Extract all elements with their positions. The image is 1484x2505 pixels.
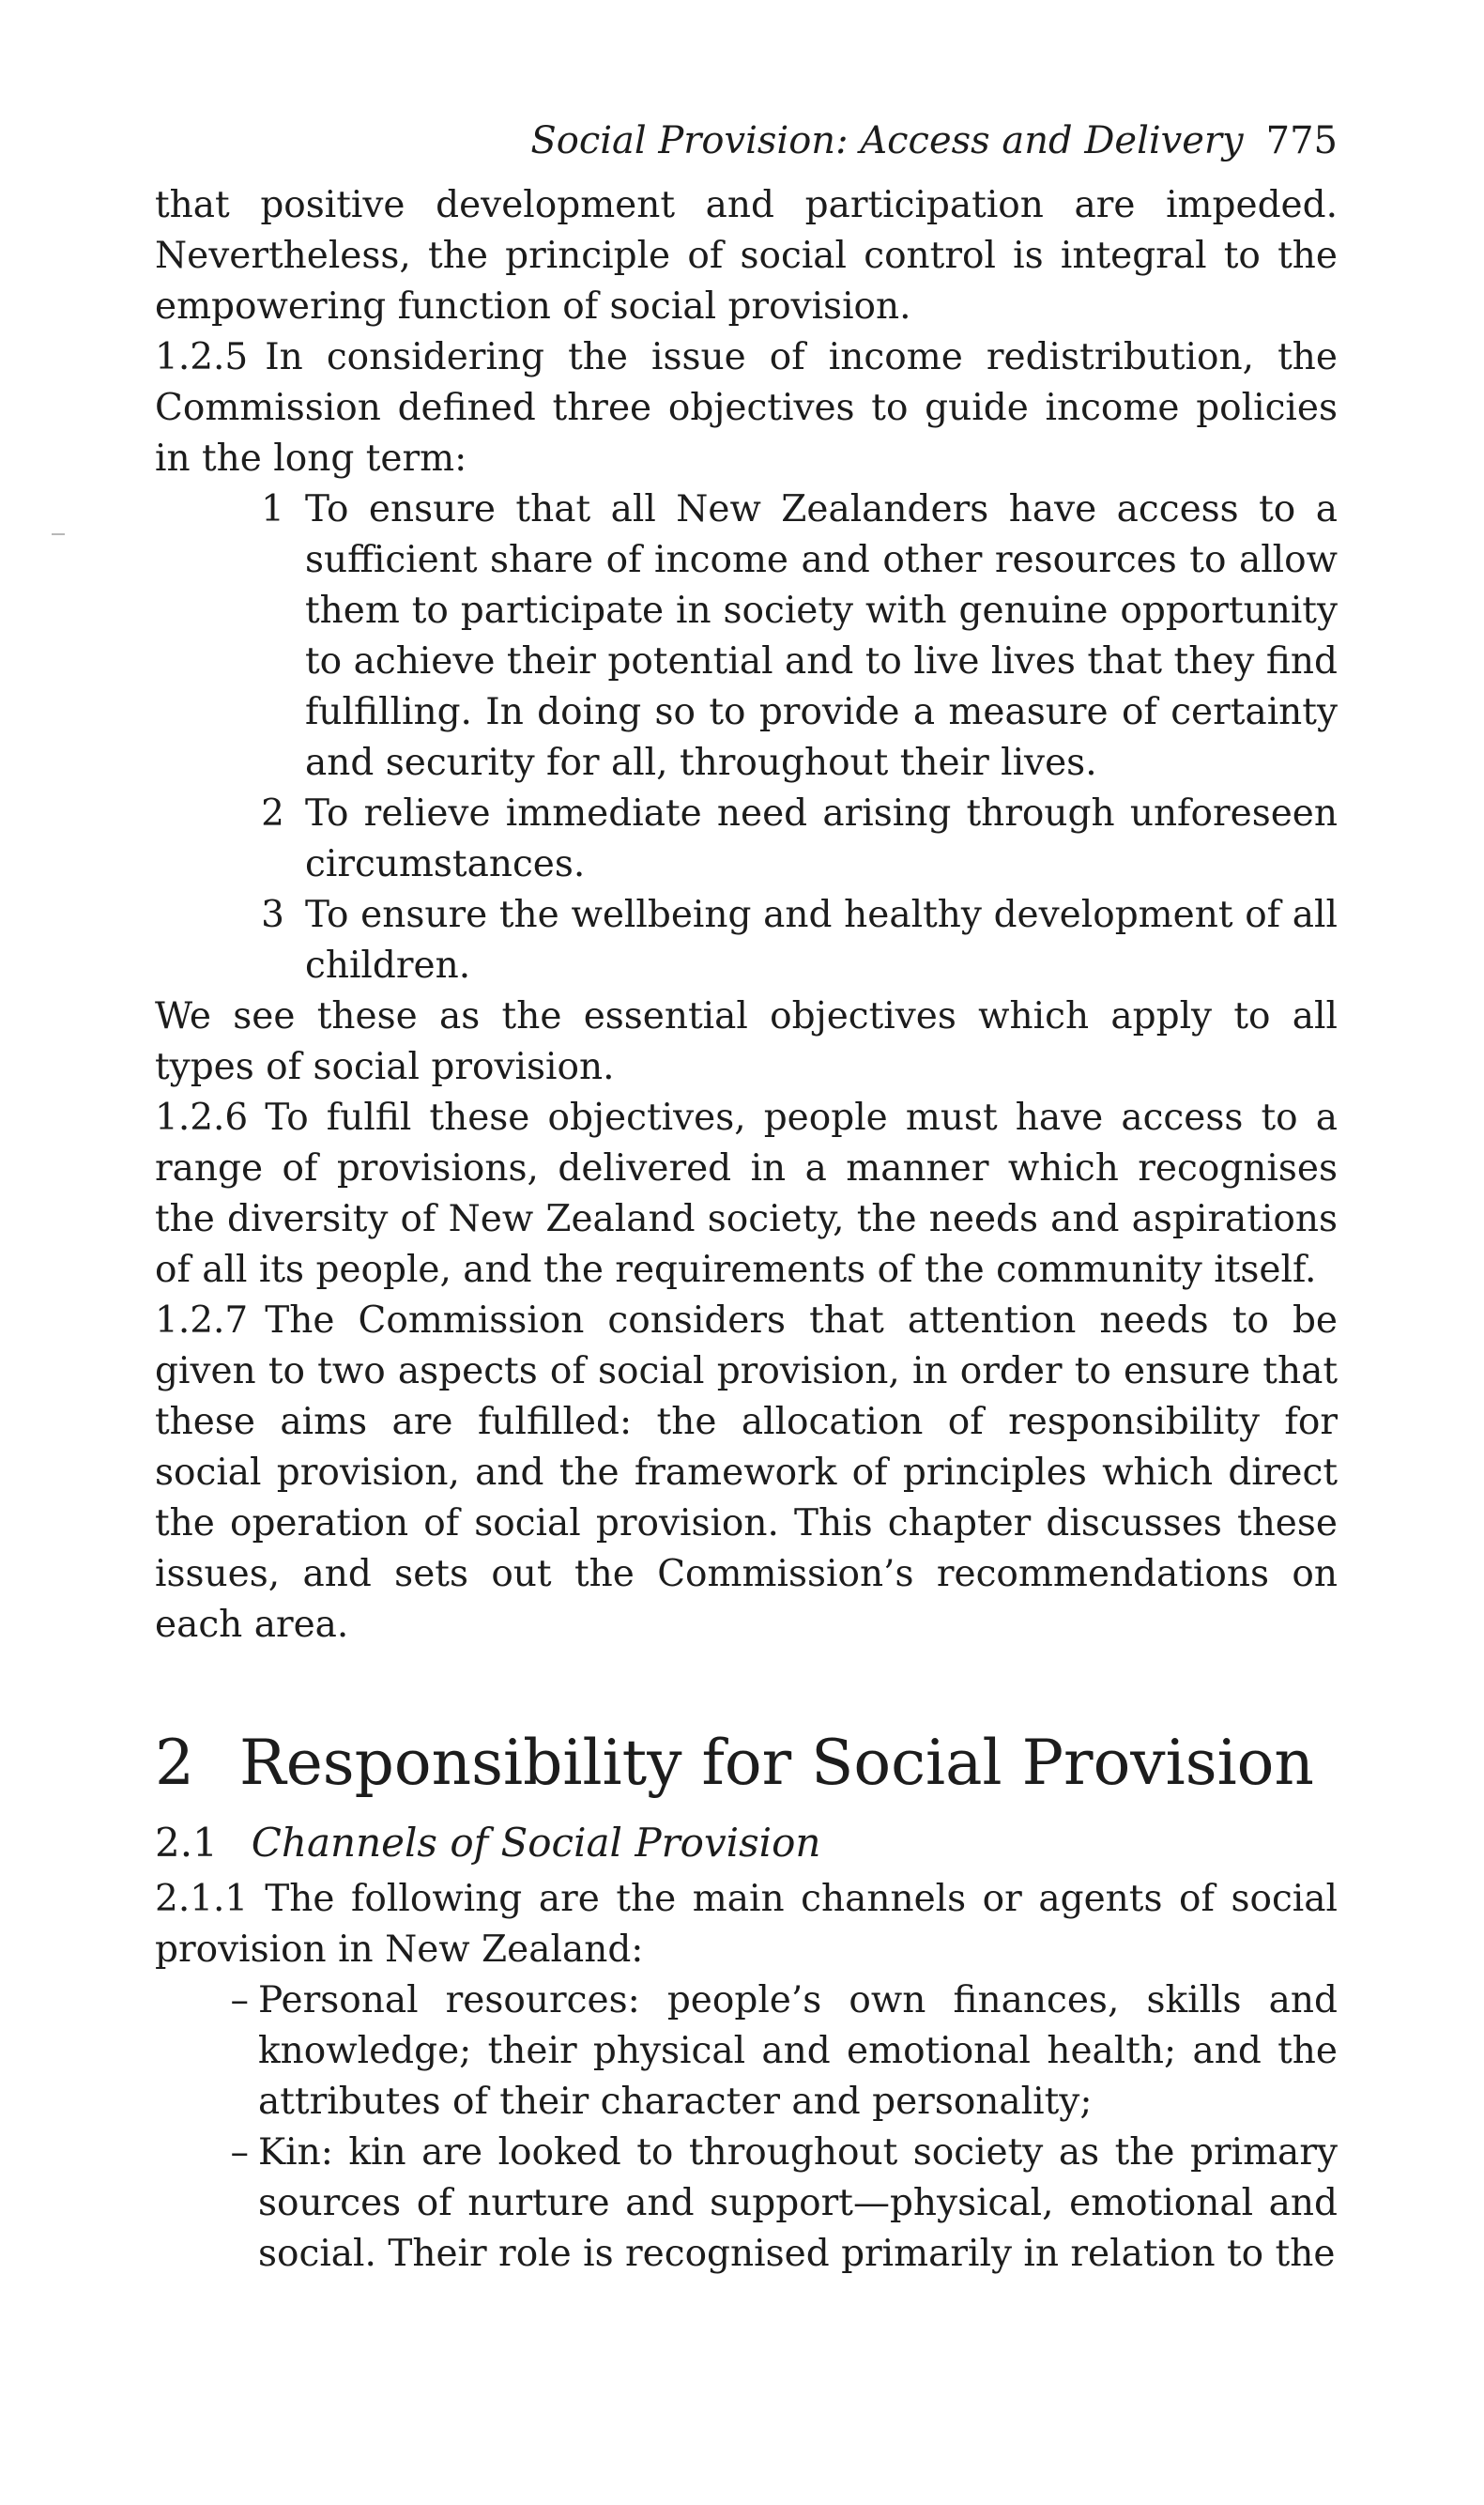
subsection-number: 2.1	[155, 1820, 218, 1866]
list-item-text: Kin: kin are looked to throughout society as the primary sources of nurture and support—physical, emotional and social. Their role is recognised primarily in relation to the	[258, 2131, 1338, 2275]
paragraph-1-2-5	[155, 332, 1338, 484]
section-heading	[155, 1726, 1338, 1801]
paragraph-number: 1.2.5	[155, 336, 249, 378]
list-marker: –	[230, 1979, 249, 2021]
paragraph-2-1-1	[155, 1874, 1338, 1975]
channels-list	[155, 1975, 1338, 2280]
list-item-text: To ensure that all New Zealanders have access to a sufficient share of income and other resources to allow them to participate in society with genuine opportunity to achieve their potential and to live lives that they find fulfilling. In doing so to provide a measure of certainty and security for all, throughout their lives.	[305, 488, 1338, 784]
paragraph-text: In considering the issue of income redistribution, the Commission defined three objectives to guide income policies in the long term:	[155, 336, 1338, 480]
subsection-heading	[155, 1816, 1338, 1870]
list-item-text: To relieve immediate need arising through unforeseen circumstances.	[305, 792, 1338, 885]
list-item	[155, 2128, 1338, 2280]
paragraph-number: 1.2.7	[155, 1299, 249, 1342]
list-item-text: Personal resources: people’s own finances, skills and knowledge; their physical and emotional health; and the attributes of their character and personality;	[258, 1979, 1338, 2123]
list-item	[155, 890, 1338, 991]
paragraph-text: The Commission considers that attention needs to be given to two aspects of social provision, in order to ensure that these aims are fulfilled: the allocation of responsibility for social provision, and the framework of principles which direct the operation of social provision. This chapter discusses these issues, and sets out the Commission’s recommendations on each area.	[155, 1299, 1338, 1646]
list-item-text: To ensure the wellbeing and healthy development of all children.	[305, 894, 1338, 987]
list-marker: 3	[261, 894, 284, 936]
objectives-list	[155, 484, 1338, 991]
objectives-summary: We see these as the essential objectives which apply to all types of social provision.	[155, 995, 1338, 1088]
margin-tick-mark	[52, 533, 65, 535]
continuation-paragraph: that positive development and participation are impeded. Nevertheless, the principle of social control is integral to the empowering function of social provision.	[155, 184, 1338, 328]
paragraph-number: 2.1.1	[155, 1878, 249, 1920]
list-item	[155, 789, 1338, 890]
document-page	[155, 113, 1338, 2280]
paragraph-text: The following are the main channels or agents of social provision in New Zealand:	[155, 1878, 1338, 1971]
running-header	[155, 113, 1338, 169]
paragraph-1-2-6	[155, 1093, 1338, 1296]
list-marker: –	[230, 2131, 249, 2174]
subsection-title: Channels of Social Provision	[251, 1820, 821, 1866]
section-title: Responsibility for Social Provision	[239, 1727, 1314, 1799]
section-number: 2	[155, 1727, 194, 1799]
list-item	[155, 1975, 1338, 2128]
list-marker: 2	[261, 792, 284, 835]
page-number: 775	[1265, 119, 1338, 162]
running-title: Social Provision: Access and Delivery	[530, 119, 1244, 162]
list-marker: 1	[261, 488, 284, 530]
paragraph-number: 1.2.6	[155, 1097, 249, 1139]
paragraph-1-2-7	[155, 1296, 1338, 1651]
list-item	[155, 484, 1338, 789]
paragraph-text: To fulfil these objectives, people must have access to a range of provisions, delivered in a manner which recognises the diversity of New Zealand society, the needs and aspirations of all its people, and the requirements of the community itself.	[155, 1097, 1338, 1291]
